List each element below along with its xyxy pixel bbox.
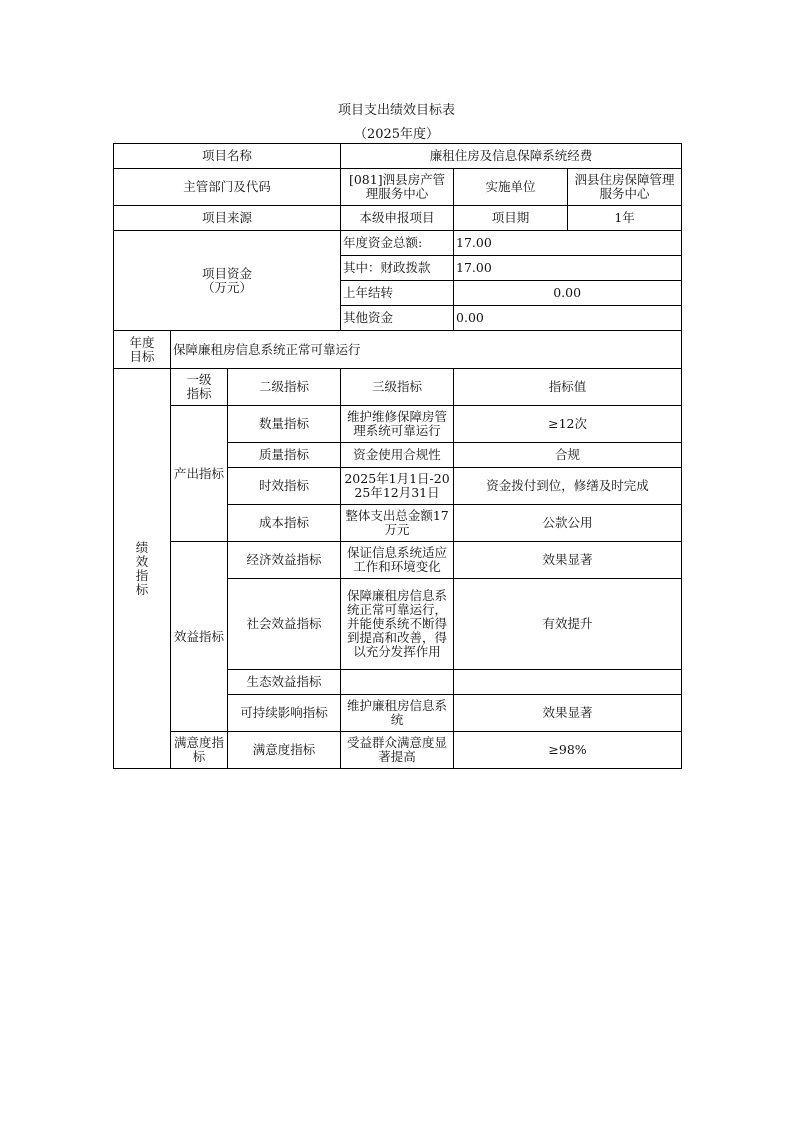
level3-cell: 维护廉租房信息系统: [341, 695, 454, 732]
header-level2: 二级指标: [228, 369, 341, 406]
value-impl-unit: 泗县住房保障管理服务中心: [568, 169, 682, 206]
value-cell: 效果显著: [454, 542, 682, 579]
level3-cell: [341, 670, 454, 695]
value-carryover: 0.00: [454, 281, 682, 306]
level3-cell: 维护维修保障房管理系统可靠运行: [341, 406, 454, 443]
value-other: 0.00: [454, 306, 682, 331]
group-benefit: 效益指标: [171, 542, 228, 732]
label-carryover: 上年结转: [341, 281, 454, 306]
value-project-name: 廉租住房及信息保障系统经费: [341, 144, 682, 169]
label-annual-goal: 年度 目标: [114, 331, 171, 369]
group-satisfaction: 满意度指标: [171, 732, 228, 769]
level2-cell: 数量指标: [228, 406, 341, 443]
header-level3: 三级指标: [341, 369, 454, 406]
label-annual-total: 年度资金总额:: [341, 231, 454, 256]
value-cell: ≥98%: [454, 732, 682, 769]
label-source: 项目来源: [114, 206, 341, 231]
label-perf: 绩 效 指 标: [114, 369, 171, 769]
table-year: （2025年度）: [353, 127, 440, 142]
level3-cell: 整体支出总金额17万元: [341, 505, 454, 542]
table-row: [114, 732, 682, 769]
level2-cell: 满意度指标: [228, 732, 341, 769]
level2-cell: 生态效益指标: [228, 670, 341, 695]
value-fiscal: 17.00: [454, 256, 682, 281]
header-level1: 一级 指标: [171, 369, 228, 406]
value-cell: 资金拨付到位，修缮及时完成: [454, 468, 682, 505]
header-value: 指标值: [454, 369, 682, 406]
level2-cell: 可持续影响指标: [228, 695, 341, 732]
label-other: 其他资金: [341, 306, 454, 331]
label-period: 项目期: [454, 206, 568, 231]
value-cell: 有效提升: [454, 579, 682, 670]
level2-cell: 质量指标: [228, 443, 341, 468]
level3-cell: 保证信息系统适应工作和环境变化: [341, 542, 454, 579]
value-dept-code: [081]泗县房产管理服务中心: [341, 169, 454, 206]
value-source: 本级申报项目: [341, 206, 454, 231]
level3-cell: 受益群众满意度显著提高: [341, 732, 454, 769]
value-annual-total: 17.00: [454, 231, 682, 256]
label-project-name: 项目名称: [114, 144, 341, 169]
label-dept-code: 主管部门及代码: [114, 169, 341, 206]
performance-goal-table: [113, 143, 682, 769]
level3-cell: 保障廉租房信息系统正常可靠运行，并能使系统不断得到提高和改善，得以充分发挥作用: [341, 579, 454, 670]
value-period: 1年: [568, 206, 682, 231]
value-cell: 效果显著: [454, 695, 682, 732]
value-cell: ≥12次: [454, 406, 682, 443]
label-impl-unit: 实施单位: [454, 169, 568, 206]
level2-cell: 社会效益指标: [228, 579, 341, 670]
value-cell: [454, 670, 682, 695]
label-funds: 项目资金 （万元）: [114, 231, 341, 331]
value-cell: 公款公用: [454, 505, 682, 542]
level2-cell: 时效指标: [228, 468, 341, 505]
table-title: 项目支出绩效目标表: [337, 103, 455, 118]
table-row: [114, 542, 682, 579]
level3-cell: 2025年1月1日-2025年12月31日: [341, 468, 454, 505]
level3-cell: 资金使用合规性: [341, 443, 454, 468]
label-fiscal: 其中：财政拨款: [341, 256, 454, 281]
group-output: 产出指标: [171, 406, 228, 542]
value-cell: 合规: [454, 443, 682, 468]
level2-cell: 经济效益指标: [228, 542, 341, 579]
table-row: [114, 406, 682, 443]
value-annual-goal: 保障廉租房信息系统正常可靠运行: [171, 331, 682, 369]
level2-cell: 成本指标: [228, 505, 341, 542]
